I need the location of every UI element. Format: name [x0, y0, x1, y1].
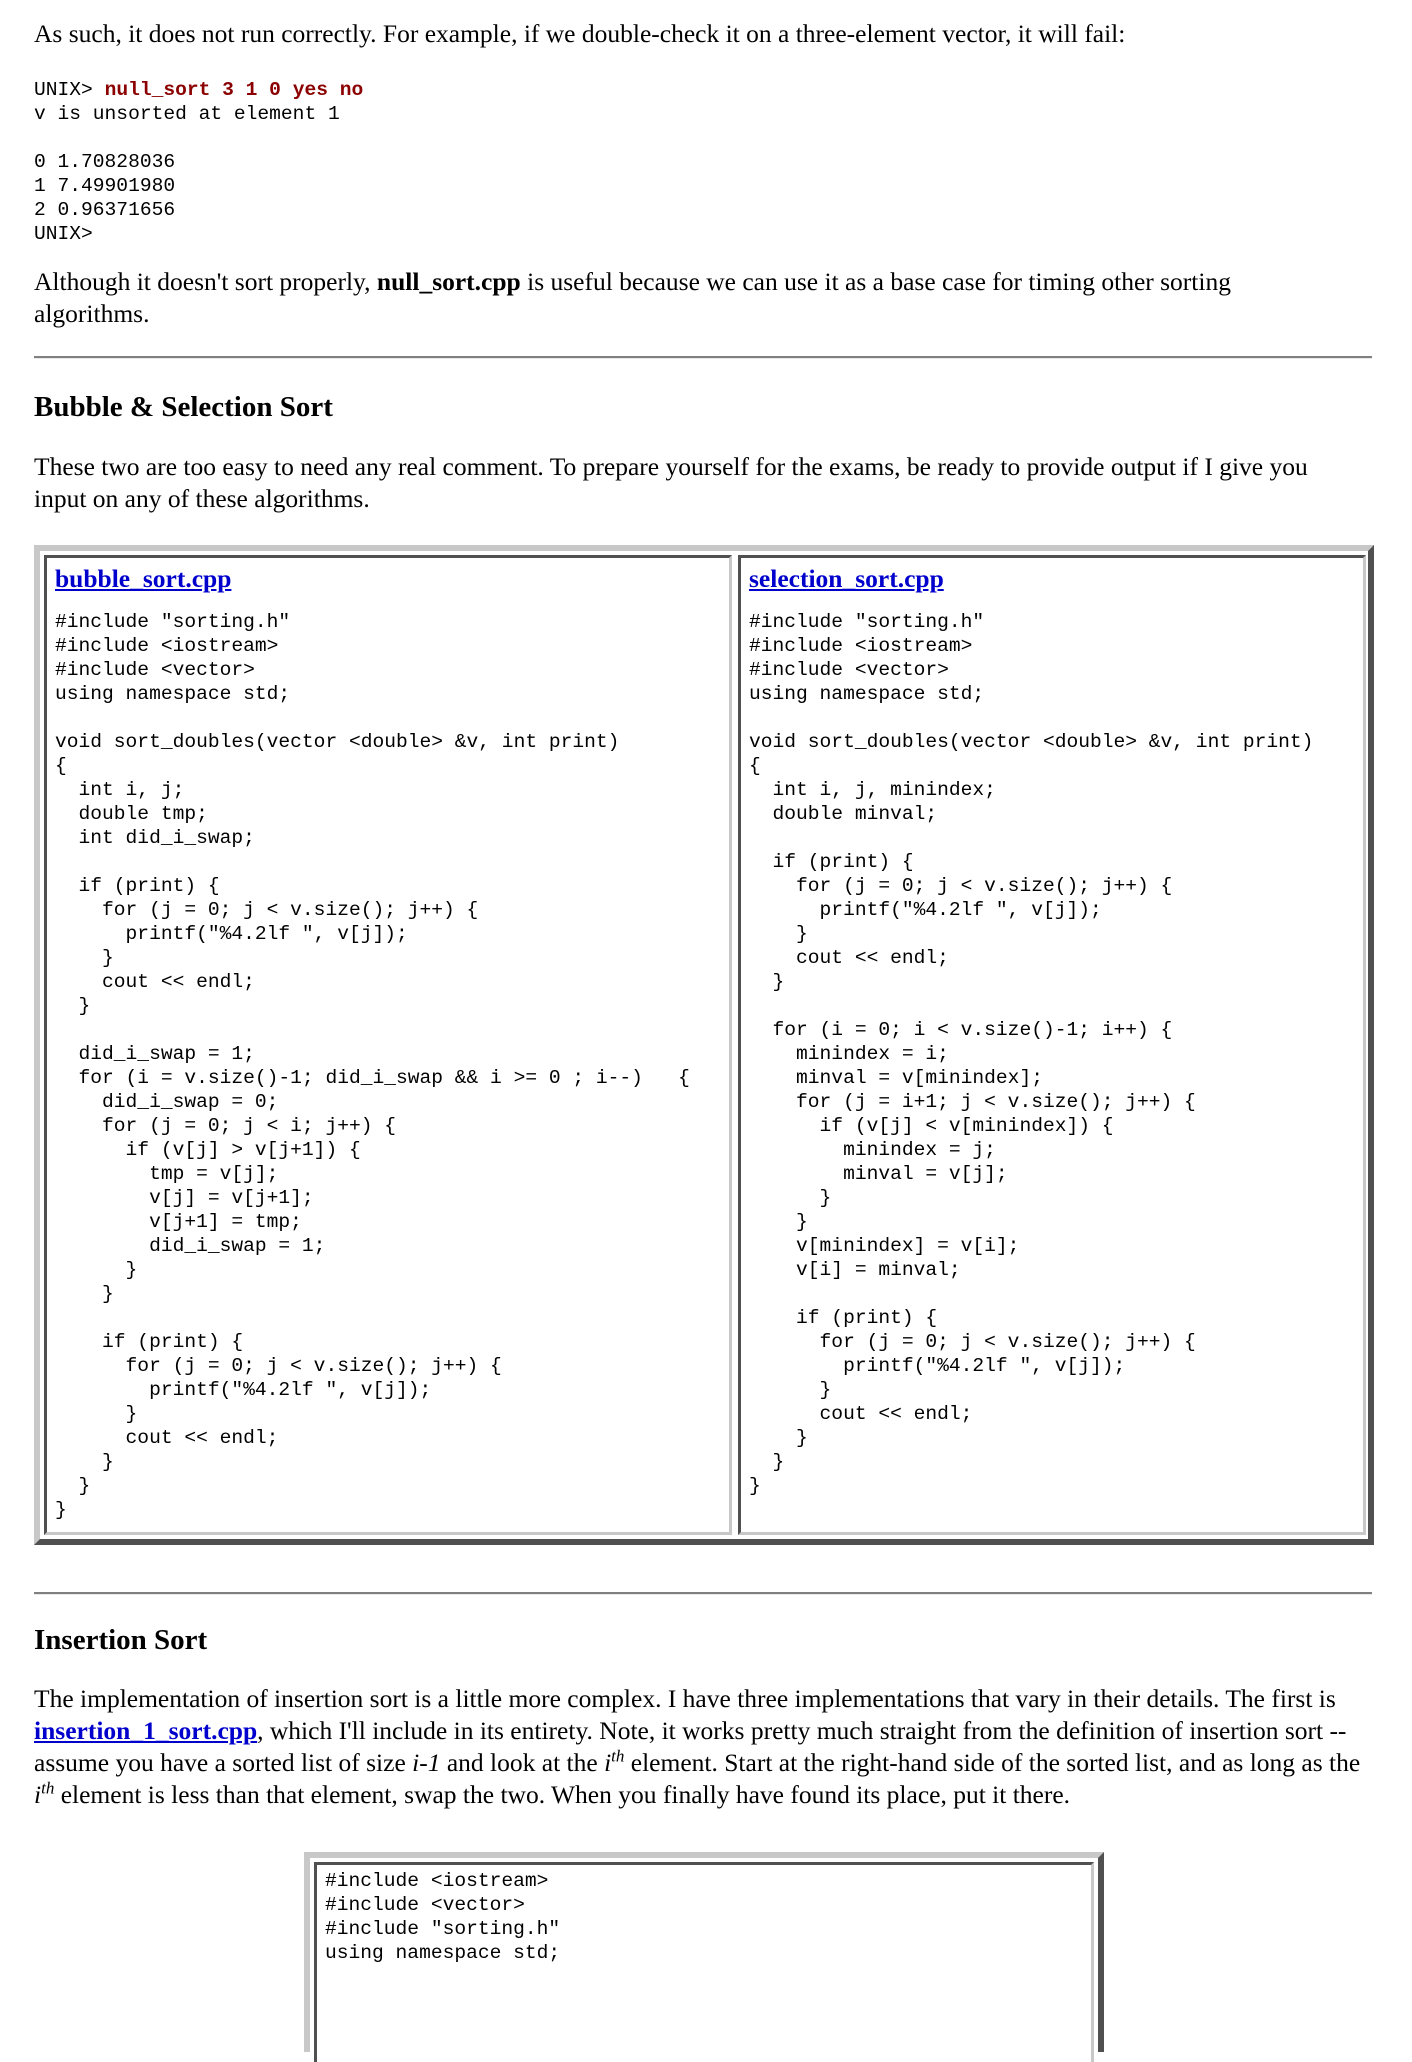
terminal-prompt-final: UNIX>: [34, 223, 93, 245]
terminal-prompt: UNIX>: [34, 79, 105, 101]
insertion-sort-code: #include <iostream> #include <vector> #include "sorting.h" using namespace std;: [325, 1870, 561, 1964]
insertion-code-table: [304, 1852, 1104, 2052]
code-table: [34, 545, 1374, 1545]
selection-sort-link[interactable]: selection_sort.cpp: [749, 564, 944, 593]
bubble-sort-cell: [44, 555, 732, 1535]
terminal-output: [34, 78, 363, 246]
after-terminal-paragraph: Although it doesn't sort properly, null_sort.cpp is useful because we can use it as a base case for timing other sorting algorithms.: [34, 267, 1231, 328]
terminal-command: null_sort 3 1 0 yes no: [104, 79, 364, 101]
terminal-row: 2 0.96371656: [34, 199, 176, 221]
bubble-sort-code: #include "sorting.h" #include <iostream> #include <vector> using namespace std; void sort_doubles(vector <double> &v, int print) { int i, j; double tmp; int did_i_swap; if (print) { for (j = 0; j < v.size(); j++) { printf("%4.2lf ", v[j]); } cout << endl; } did_i_swap = 1; for (i = v.size()-1; did_i_swap && i >= 0 ; i--) { did_i_swap = 0; for (j = 0; j < i; j++) { if (v[j] > v[j+1]) { tmp = v[j]; v[j] = v[j+1]; v[j+1] = tmp; did_i_swap = 1; } } if (print) { for (j = 0; j < v.size(); j++) { printf("%4.2lf ", v[j]); } cout << endl; } } }: [55, 611, 690, 1521]
terminal-line: v is unsorted at element 1: [34, 103, 340, 125]
bubble-sort-link[interactable]: bubble_sort.cpp: [55, 564, 232, 593]
insertion-1-sort-link[interactable]: insertion_1_sort.cpp: [34, 1716, 258, 1745]
insertion-code-cell: [314, 1862, 1094, 2062]
intro-paragraph: As such, it does not run correctly. For example, if we double-check it on a three-element vector, it will fail:: [34, 19, 1126, 48]
insertion-sort-heading: Insertion Sort: [34, 1624, 208, 1656]
bubble-selection-paragraph: These two are too easy to need any real comment. To prepare yourself for the exams, be ready to provide output if I give you input on any of these algorithms.: [34, 452, 1308, 513]
insertion-sort-paragraph: The implementation of insertion sort is a little more complex. I have three implementations that vary in their details. The first is insertion_1_sort.cpp, which I'll include in its entirety. Note, it works pretty much straight from the definition of insertion sort -- assume you have a sorted list of size i-1 and look at the $i^{th}$ element. Start at the right-hand side of the sorted list, and as long as the $i^{th}$ element is less than that element, swap the two. When you finally have found its place, put it there.: [34, 1684, 1361, 1809]
selection-sort-code: #include "sorting.h" #include <iostream> #include <vector> using namespace std; void sort_doubles(vector <double> &v, int print) { int i, j, minindex; double minval; if (print) { for (j = 0; j < v.size(); j++) { printf("%4.2lf ", v[j]); } cout << endl; } for (i = 0; i < v.size()-1; i++) { minindex = i; minval = v[minindex]; for (j = i+1; j < v.size(); j++) { if (v[j] < v[minindex]) { minindex = j; minval = v[j]; } } v[minindex] = v[i]; v[i] = minval; if (print) { for (j = 0; j < v.size(); j++) { printf("%4.2lf ", v[j]); } cout << endl; } } }: [749, 611, 1314, 1497]
selection-sort-cell: [738, 555, 1366, 1535]
terminal-row: 1 7.49901980: [34, 175, 176, 197]
divider: [34, 1592, 1372, 1595]
bubble-selection-heading: Bubble & Selection Sort: [34, 391, 333, 423]
null-sort-filename: null_sort.cpp: [376, 267, 521, 296]
divider: [34, 356, 1372, 359]
terminal-row: 0 1.70828036: [34, 151, 176, 173]
